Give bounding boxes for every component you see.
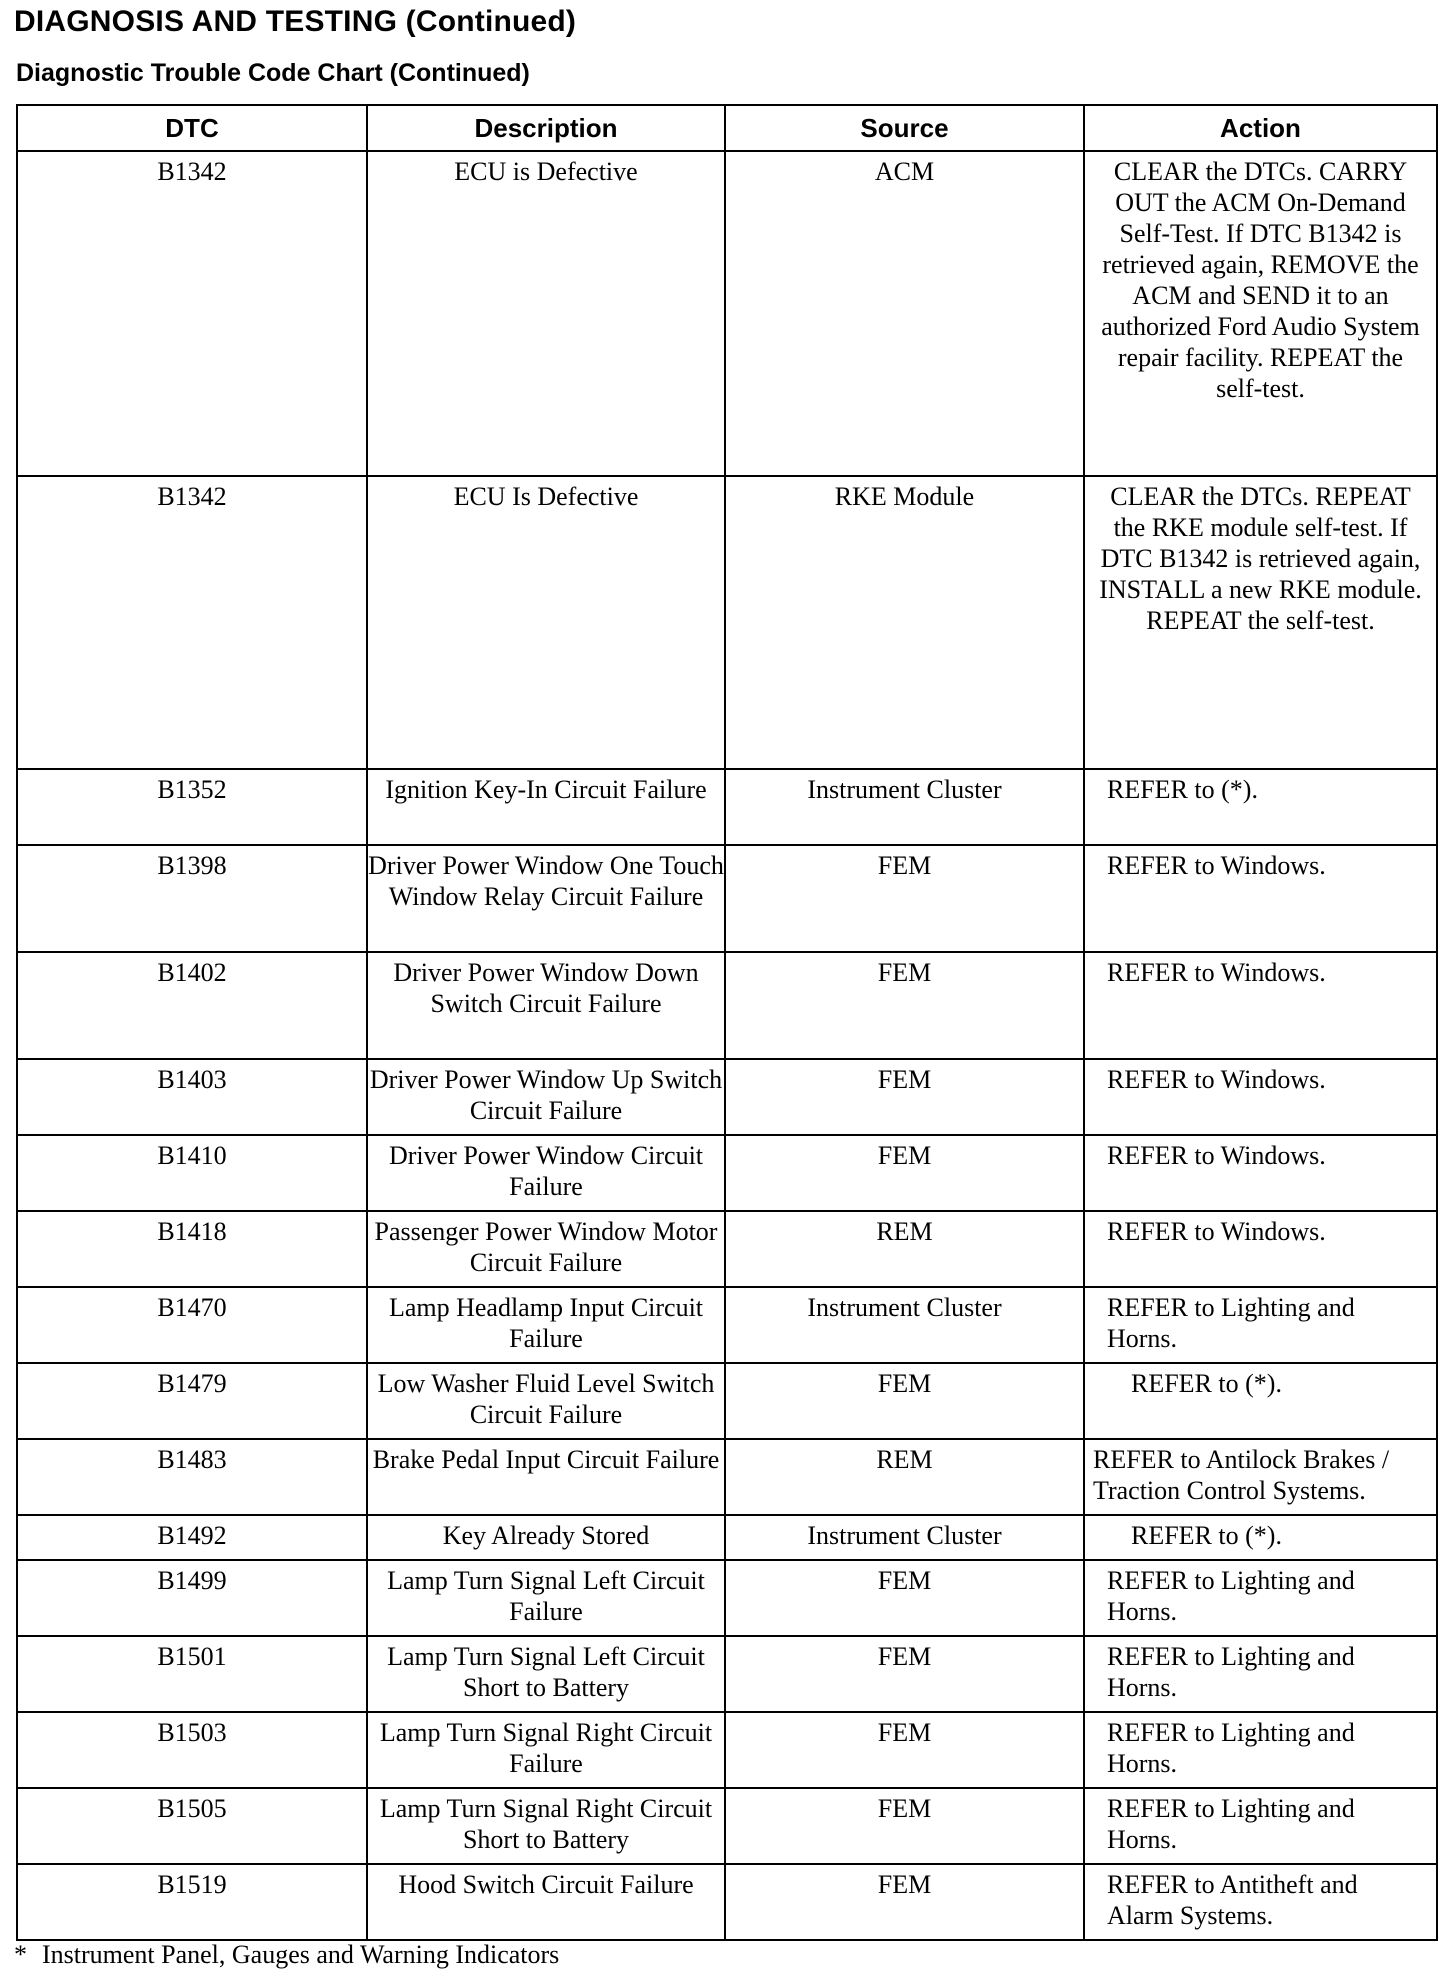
action-cell: REFER to Antilock Brakes / Traction Control Systems. <box>1084 1439 1437 1515</box>
table-row <box>17 845 1437 952</box>
table-row <box>17 151 1437 476</box>
dtc-cell: B1418 <box>17 1211 367 1287</box>
action-cell: REFER to (*). <box>1084 1515 1437 1560</box>
table-row <box>17 476 1437 769</box>
description-cell: Lamp Turn Signal Right Circuit Short to Battery <box>367 1788 725 1864</box>
table-row <box>17 1788 1437 1864</box>
description-cell: Ignition Key-In Circuit Failure <box>367 769 725 845</box>
action-cell: REFER to (*). <box>1084 769 1437 845</box>
source-cell: FEM <box>725 1864 1084 1940</box>
description-cell: Lamp Turn Signal Right Circuit Failure <box>367 1712 725 1788</box>
dtc-cell: B1479 <box>17 1363 367 1439</box>
dtc-cell: B1492 <box>17 1515 367 1560</box>
source-cell: FEM <box>725 1059 1084 1135</box>
source-cell: FEM <box>725 1135 1084 1211</box>
source-cell: FEM <box>725 1636 1084 1712</box>
description-cell: ECU is Defective <box>367 151 725 476</box>
action-cell: REFER to Windows. <box>1084 952 1437 1059</box>
description-cell: Driver Power Window Up Switch Circuit Failure <box>367 1059 725 1135</box>
source-cell: RKE Module <box>725 476 1084 769</box>
source-cell: FEM <box>725 952 1084 1059</box>
table-row <box>17 1515 1437 1560</box>
action-cell: REFER to Lighting and Horns. <box>1084 1287 1437 1363</box>
table-row <box>17 1287 1437 1363</box>
dtc-cell: B1501 <box>17 1636 367 1712</box>
table-row <box>17 1211 1437 1287</box>
table-row <box>17 769 1437 845</box>
action-cell: REFER to Windows. <box>1084 845 1437 952</box>
column-header-dtc: DTC <box>17 105 367 151</box>
action-cell: REFER to Lighting and Horns. <box>1084 1788 1437 1864</box>
source-cell: ACM <box>725 151 1084 476</box>
dtc-cell: B1503 <box>17 1712 367 1788</box>
page-title: DIAGNOSIS AND TESTING (Continued) <box>14 5 577 38</box>
description-cell: Driver Power Window One Touch Window Relay Circuit Failure <box>367 845 725 952</box>
description-cell: Hood Switch Circuit Failure <box>367 1864 725 1940</box>
action-cell: REFER to Windows. <box>1084 1059 1437 1135</box>
dtc-cell: B1483 <box>17 1439 367 1515</box>
column-header-source: Source <box>725 105 1084 151</box>
table-row <box>17 1864 1437 1940</box>
description-cell: ECU Is Defective <box>367 476 725 769</box>
dtc-cell: B1352 <box>17 769 367 845</box>
description-cell: Lamp Headlamp Input Circuit Failure <box>367 1287 725 1363</box>
description-cell: Lamp Turn Signal Left Circuit Failure <box>367 1560 725 1636</box>
footnote <box>14 1940 559 1970</box>
source-cell: FEM <box>725 845 1084 952</box>
table-row <box>17 1059 1437 1135</box>
source-cell: REM <box>725 1211 1084 1287</box>
table-row <box>17 1135 1437 1211</box>
source-cell: FEM <box>725 1712 1084 1788</box>
dtc-cell: B1505 <box>17 1788 367 1864</box>
description-cell: Passenger Power Window Motor Circuit Failure <box>367 1211 725 1287</box>
table-row <box>17 1439 1437 1515</box>
action-cell: CLEAR the DTCs. CARRY OUT the ACM On-Demand Self-Test. If DTC B1342 is retrieved again, REMOVE the ACM and SEND it to an authorized Ford Audio System repair facility. REPEAT the self-test. <box>1084 151 1437 476</box>
action-cell: REFER to Lighting and Horns. <box>1084 1712 1437 1788</box>
description-cell: Brake Pedal Input Circuit Failure <box>367 1439 725 1515</box>
dtc-cell: B1403 <box>17 1059 367 1135</box>
action-cell: CLEAR the DTCs. REPEAT the RKE module self-test. If DTC B1342 is retrieved again, INSTALL a new RKE module. REPEAT the self-test. <box>1084 476 1437 769</box>
dtc-cell: B1519 <box>17 1864 367 1940</box>
description-cell: Driver Power Window Circuit Failure <box>367 1135 725 1211</box>
action-cell: REFER to Lighting and Horns. <box>1084 1636 1437 1712</box>
description-cell: Driver Power Window Down Switch Circuit Failure <box>367 952 725 1059</box>
source-cell: FEM <box>725 1363 1084 1439</box>
action-cell: REFER to Windows. <box>1084 1135 1437 1211</box>
source-cell: Instrument Cluster <box>725 1287 1084 1363</box>
source-cell: Instrument Cluster <box>725 1515 1084 1560</box>
source-cell: REM <box>725 1439 1084 1515</box>
action-cell: REFER to (*). <box>1084 1363 1437 1439</box>
table-header-row <box>17 105 1437 151</box>
dtc-cell: B1470 <box>17 1287 367 1363</box>
action-cell: REFER to Windows. <box>1084 1211 1437 1287</box>
description-cell: Lamp Turn Signal Left Circuit Short to Battery <box>367 1636 725 1712</box>
footnote-text: Instrument Panel, Gauges and Warning Indicators <box>42 1940 560 1969</box>
footnote-marker: * <box>14 1940 27 1969</box>
column-header-action: Action <box>1084 105 1437 151</box>
chart-subtitle: Diagnostic Trouble Code Chart (Continued) <box>16 59 530 87</box>
table-row <box>17 1636 1437 1712</box>
dtc-table <box>16 104 1438 1941</box>
description-cell: Low Washer Fluid Level Switch Circuit Failure <box>367 1363 725 1439</box>
table-row <box>17 1560 1437 1636</box>
table-row <box>17 952 1437 1059</box>
action-cell: REFER to Antitheft and Alarm Systems. <box>1084 1864 1437 1940</box>
column-header-description: Description <box>367 105 725 151</box>
source-cell: Instrument Cluster <box>725 769 1084 845</box>
dtc-cell: B1410 <box>17 1135 367 1211</box>
source-cell: FEM <box>725 1560 1084 1636</box>
dtc-cell: B1402 <box>17 952 367 1059</box>
dtc-cell: B1342 <box>17 476 367 769</box>
dtc-cell: B1342 <box>17 151 367 476</box>
table-row <box>17 1712 1437 1788</box>
description-cell: Key Already Stored <box>367 1515 725 1560</box>
table-row <box>17 1363 1437 1439</box>
dtc-cell: B1499 <box>17 1560 367 1636</box>
action-cell: REFER to Lighting and Horns. <box>1084 1560 1437 1636</box>
dtc-cell: B1398 <box>17 845 367 952</box>
source-cell: FEM <box>725 1788 1084 1864</box>
